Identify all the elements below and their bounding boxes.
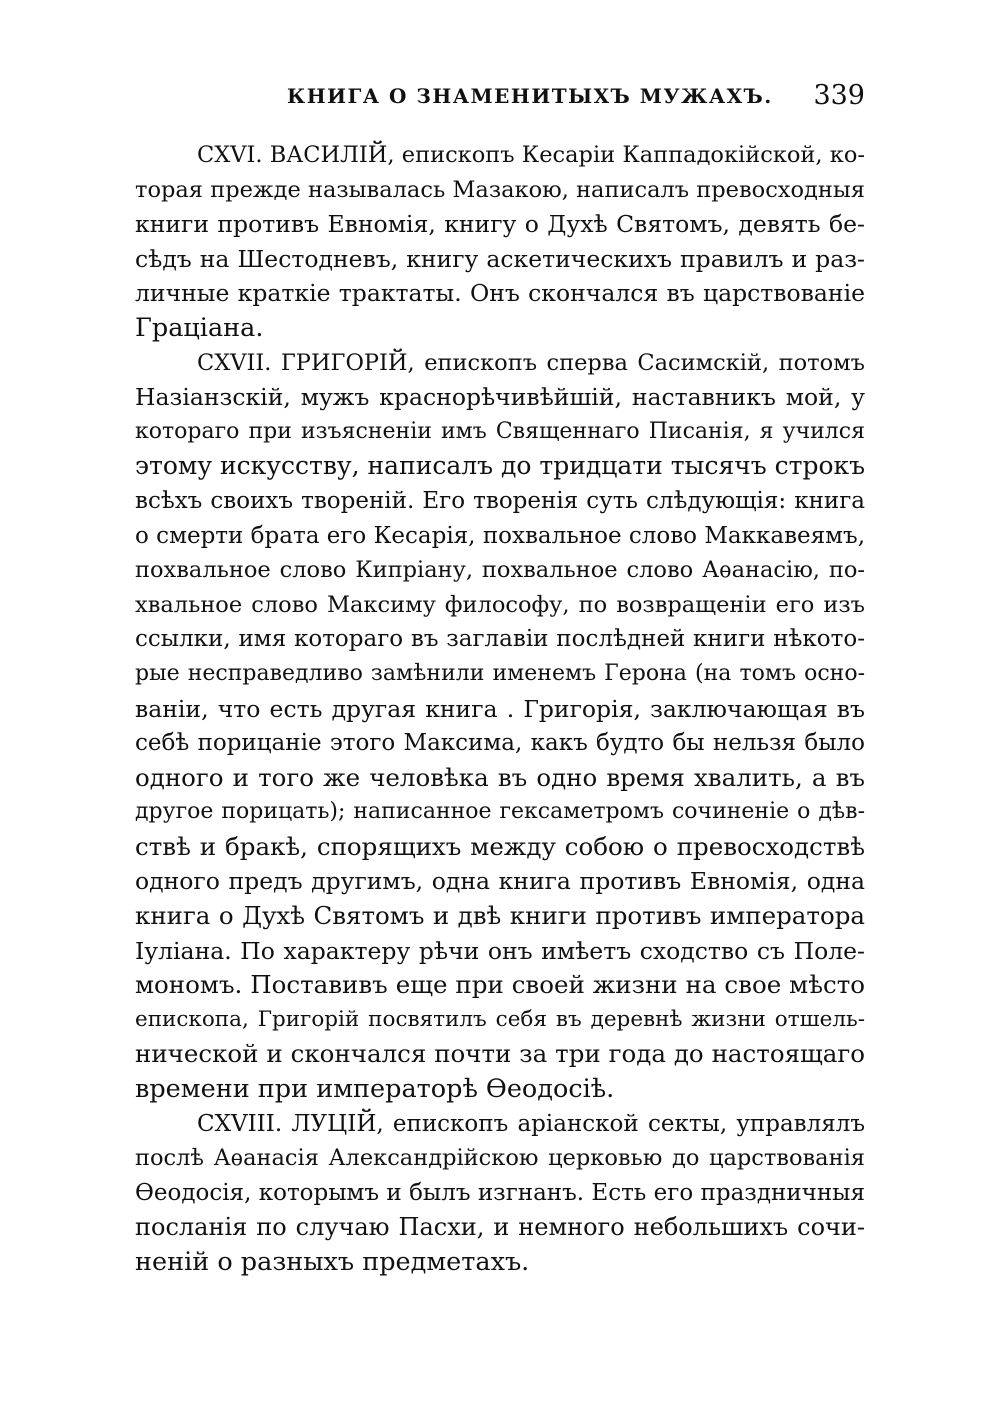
text-line: всѣхъ своихъ твореній. Его творенія суть слѣдующія: книга [135,487,865,514]
text-line: CXVIII. ЛУЦІЙ, епископъ аріанской секты, управлялъ [197,1110,865,1137]
text-line: сѣдъ на Шестодневъ, книгу аскетическихъ правилъ и раз- [135,244,865,273]
text-line: ствѣ и бракѣ, спорящихъ между собою о превосходствѣ [135,831,865,861]
text-line: ваніи, что есть другая книга . Григорія, заключающая въ [135,694,865,723]
text-line: торая прежде называлась Мазакою, написалъ превосходныя [135,176,865,203]
text-line: себѣ порицаніе этого Максима, какъ будто бы нельзя было [135,730,865,757]
text-line: другое порицать); написанное гексаметромъ сочиненіе о дѣв- [135,799,865,825]
text-line: Ѳеодосія, которымъ и былъ изгнанъ. Есть его праздничныя [135,1179,865,1206]
text-line: Іуліана. По характеру рѣчи онъ имѣетъ сходство съ Поле- [135,936,865,965]
text-line: книги противъ Евномія, книгу о Духѣ Святомъ, девять бе- [135,210,865,239]
text-line: одного и того же человѣка въ одно время хвалить, а въ [135,762,865,792]
text-line: ссылки, имя котораго въ заглавіи послѣдней книги нѣкото- [135,626,865,653]
text-line: посланія по случаю Пасхи, и немного небольшихъ сочи- [135,1213,865,1242]
text-line: похвальное слово Кипріану, похвальное слово Аѳанасію, по- [135,557,865,584]
text-line: хвальное слово Максиму философу, по возвращеніи его изъ [135,591,865,618]
text-line: Граціана. [135,312,264,343]
text-line: о смерти брата его Кесарія, похвальное слово Маккавеямъ, [135,522,865,549]
body-text [135,138,865,1280]
text-line: котораго при изъясненіи имъ Священнаго Писанія, я учился [135,418,865,444]
text-line: времени при императорѣ Ѳеодосіѣ. [135,1074,615,1105]
text-line: нической и скончался почти за три года до настоящаго [135,1039,865,1069]
text-line: рые несправедливо замѣнили именемъ Герона (на томъ осно- [135,660,865,686]
text-line: CXVII. ГРИГОРІЙ, епископъ сперва Сасимскій, потомъ [197,349,865,376]
text-line: неній о разныхъ предметахъ. [135,1247,530,1277]
text-line: послѣ Аѳанасія Александрійскою церковью до царствованія [135,1145,865,1172]
text-line: одного предъ другимъ, одна книга противъ Евномія, одна [135,867,865,896]
text-line: книга о Духѣ Святомъ и двѣ книги противъ императора [135,901,865,931]
page-number: 339 [813,80,865,111]
text-line: Назіанзскій, мужъ краснорѣчивѣйшій, наставникъ мой, у [135,383,865,412]
text-line: епископа, Григорій посвятилъ себя въ деревнѣ жизни отшель- [135,1006,865,1032]
running-title: КНИГА О ЗНАМЕНИТЫХЪ МУЖАХЪ. [287,84,773,108]
text-line: мономъ. Поставивъ еще при своей жизни на свое мѣсто [135,970,865,1000]
text-line: этому искусству, написалъ до тридцати тысячъ строкъ [135,451,865,481]
running-head [135,80,865,116]
text-line: CXVI. ВАСИЛІЙ, епископъ Кесаріи Каппадокійской, ко- [197,142,865,168]
text-line: личные краткіе трактаты. Онъ скончался въ царствованіе [135,279,865,308]
